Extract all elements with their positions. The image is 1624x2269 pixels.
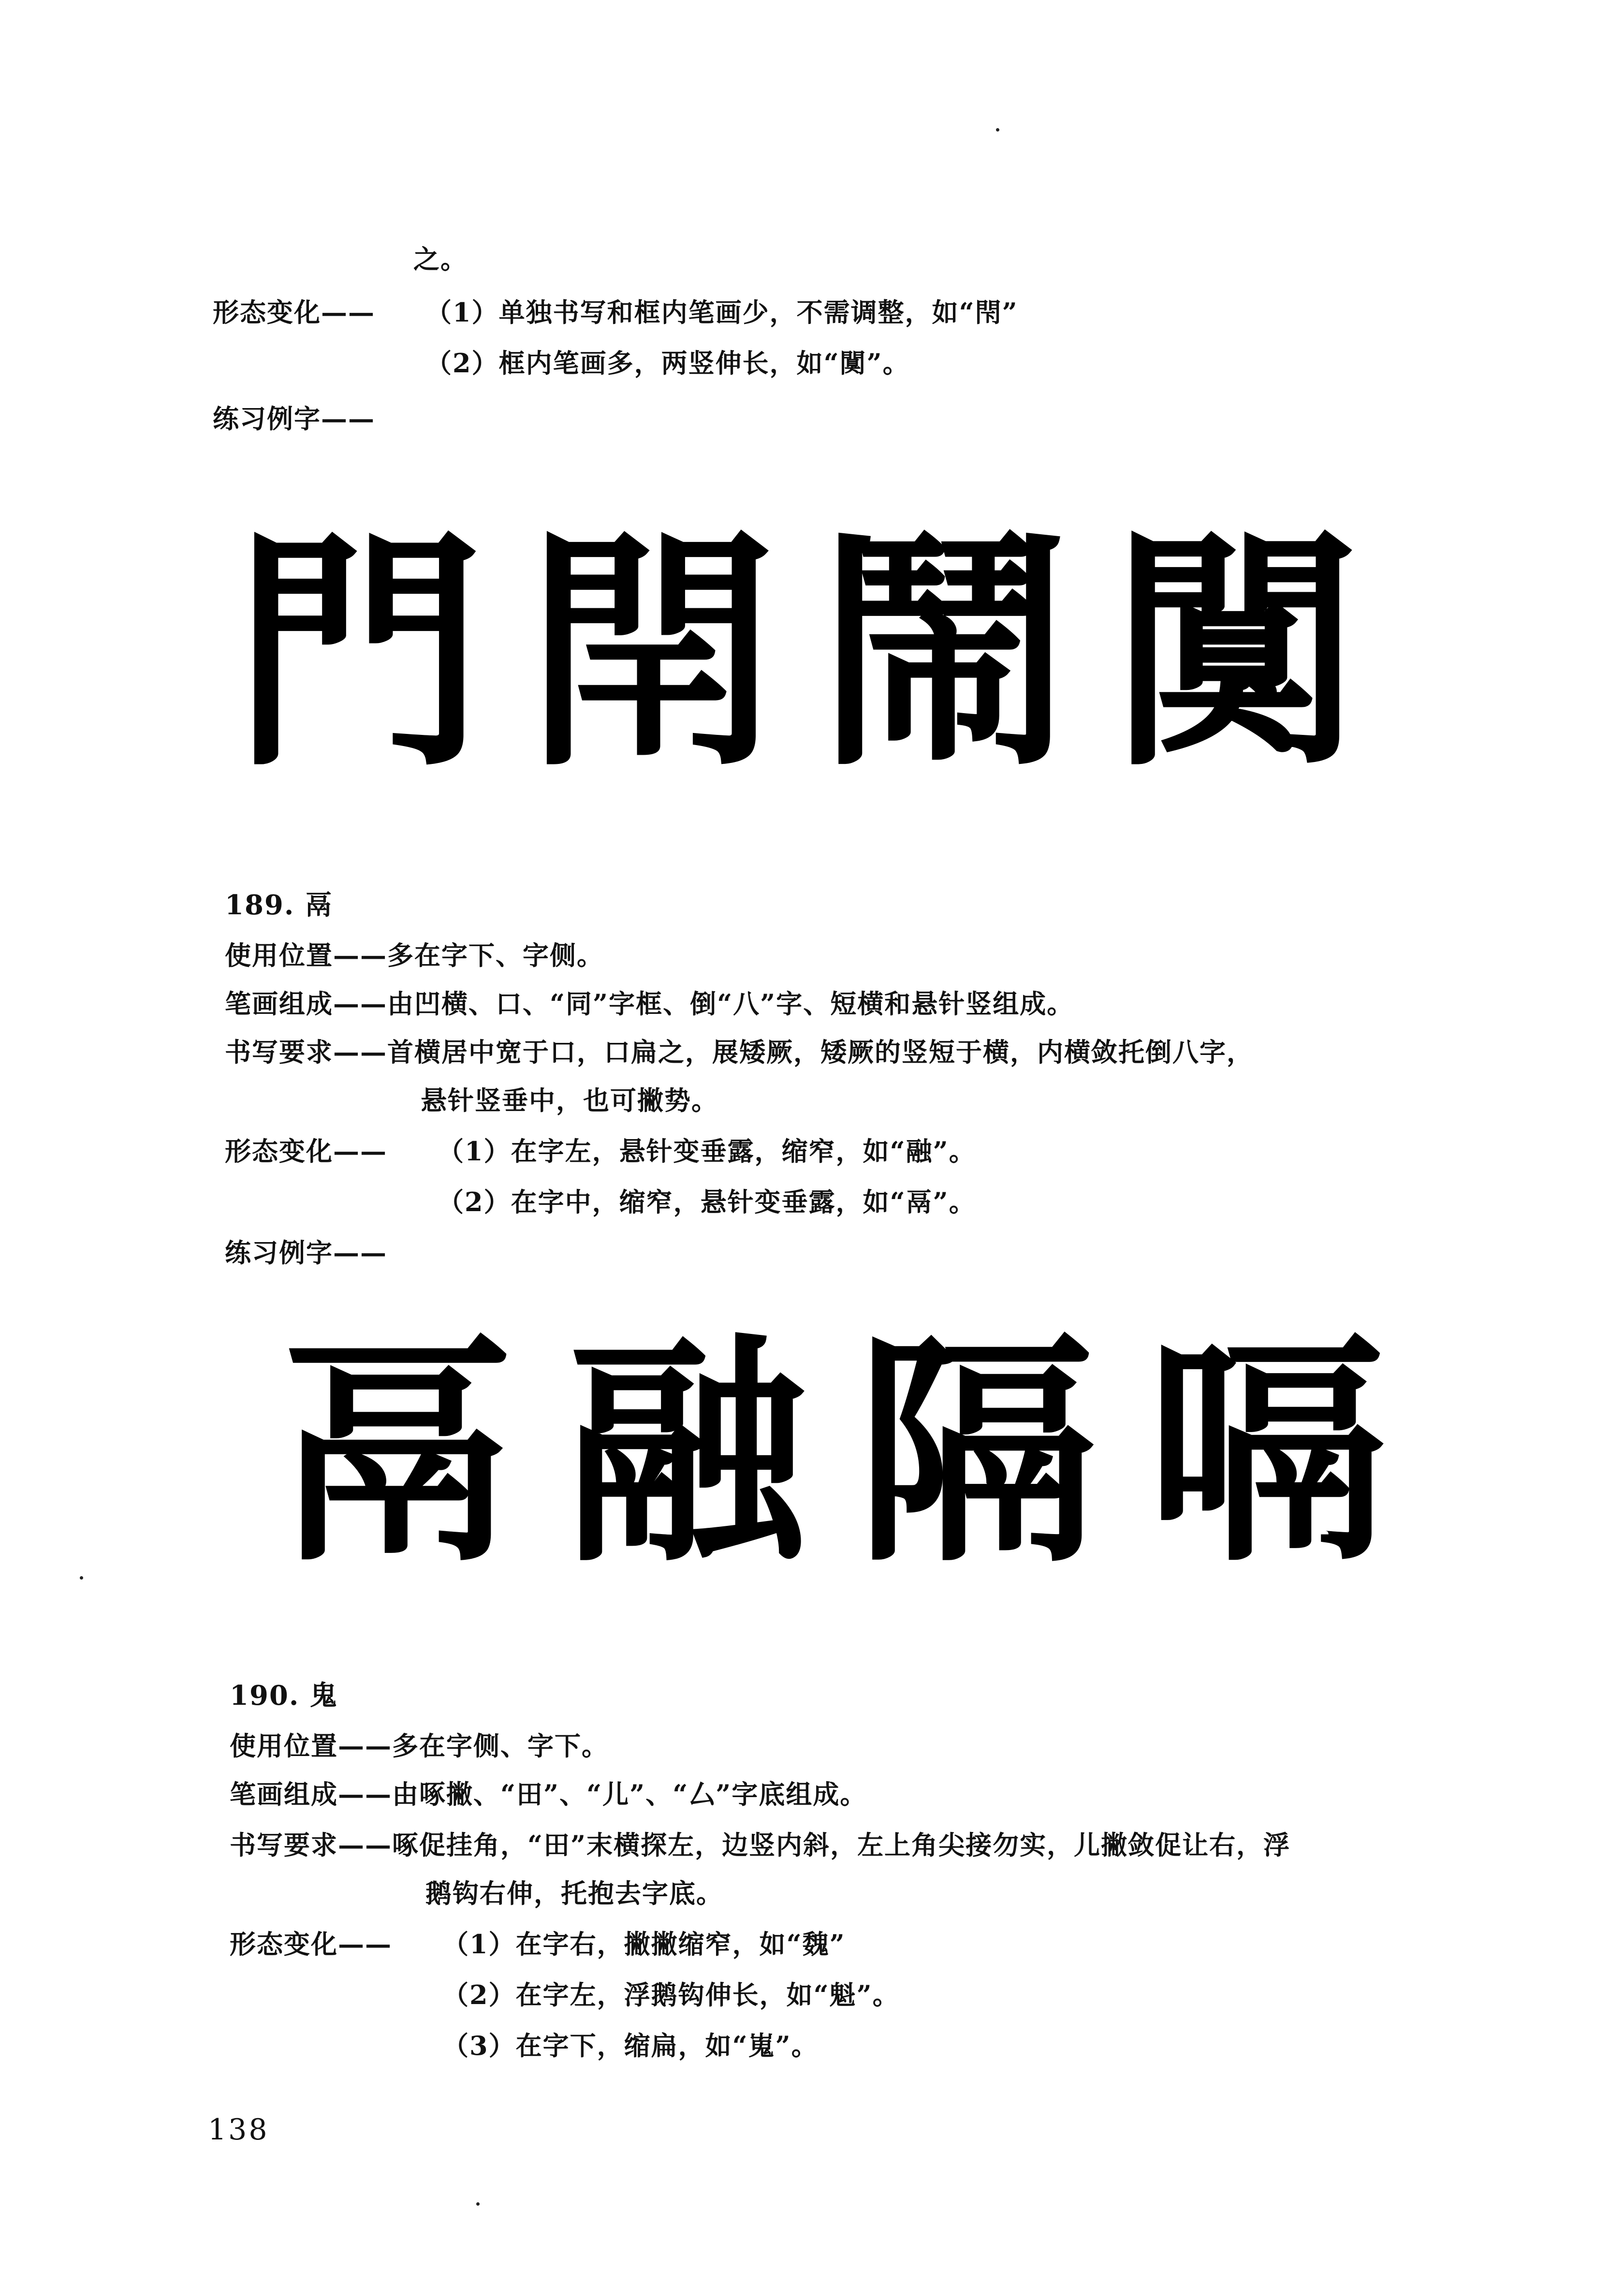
form-change-item-2: （2）框内笔画多，两竖伸长，如“闃”。: [425, 348, 910, 379]
scan-speck: [476, 2202, 480, 2206]
form-change-item-1: （1）在字右，撇撇缩窄，如“魏”: [442, 1929, 846, 1960]
page-number: 138: [208, 2113, 269, 2147]
writing-requirements: 书写要求——啄促挂角，“田”末横探左，边竖内斜，左上角尖接勿实，儿撇敛促让右，浮: [230, 1830, 1291, 1860]
form-change-item-1: （1）在字左，悬针变垂露，缩窄，如“融”。: [438, 1136, 976, 1167]
section-heading: 189. 鬲: [225, 889, 333, 921]
practice-examples-row: [251, 1311, 1412, 1595]
practice-label: 练习例字——: [225, 1237, 387, 1268]
example-character: 鬲: [276, 1311, 517, 1595]
writing-requirements-continued: 鹅钩右伸，托抱去字底。: [425, 1878, 723, 1909]
scan-speck: [80, 1576, 83, 1580]
form-change-item-1: （1）单独书写和框内笔画少，不需调整，如“閇”: [425, 297, 1018, 328]
form-change-item-3: （3）在字下，缩扁，如“嵬”。: [442, 2030, 819, 2061]
form-change-item-2: （2）在字中，缩窄，悬针变垂露，如“鬲”。: [438, 1186, 976, 1217]
example-character: 闃: [1111, 505, 1362, 800]
writing-requirements: 书写要求——首横居中宽于口，口扁之，展矮厥，矮厥的竖短于横，内横敛托倒八字，: [225, 1037, 1254, 1068]
form-change-label: 形态变化——: [213, 297, 375, 328]
usage-position: 使用位置——多在字下、字侧。: [225, 940, 604, 971]
example-character: 隔: [856, 1311, 1097, 1595]
form-change-label: 形态变化——: [225, 1136, 387, 1167]
writing-requirements-continued: 悬针竖垂中，也可撇势。: [421, 1085, 718, 1116]
example-character: 鬧: [818, 505, 1070, 800]
example-character: 門: [233, 505, 485, 800]
example-character: 融: [566, 1311, 807, 1595]
example-character: 閈: [526, 505, 777, 800]
stroke-composition: 笔画组成——由啄撇、“田”、“儿”、“厶”字底组成。: [230, 1779, 867, 1810]
form-change-item-2: （2）在字左，浮鹅钩伸长，如“魁”。: [442, 1979, 900, 2010]
stroke-composition: 笔画组成——由凹横、口、“同”字框、倒“八”字、短横和悬针竖组成。: [225, 988, 1074, 1019]
section-heading: 190. 鬼: [230, 1680, 338, 1712]
form-change-label: 形态变化——: [230, 1929, 392, 1960]
practice-examples-row: [213, 505, 1383, 800]
example-character: 嗝: [1146, 1311, 1388, 1595]
practice-label: 练习例字——: [213, 403, 375, 434]
usage-position: 使用位置——多在字侧、字下。: [230, 1730, 609, 1761]
scan-speck: [996, 128, 999, 132]
continuation-text: 之。: [413, 244, 468, 275]
